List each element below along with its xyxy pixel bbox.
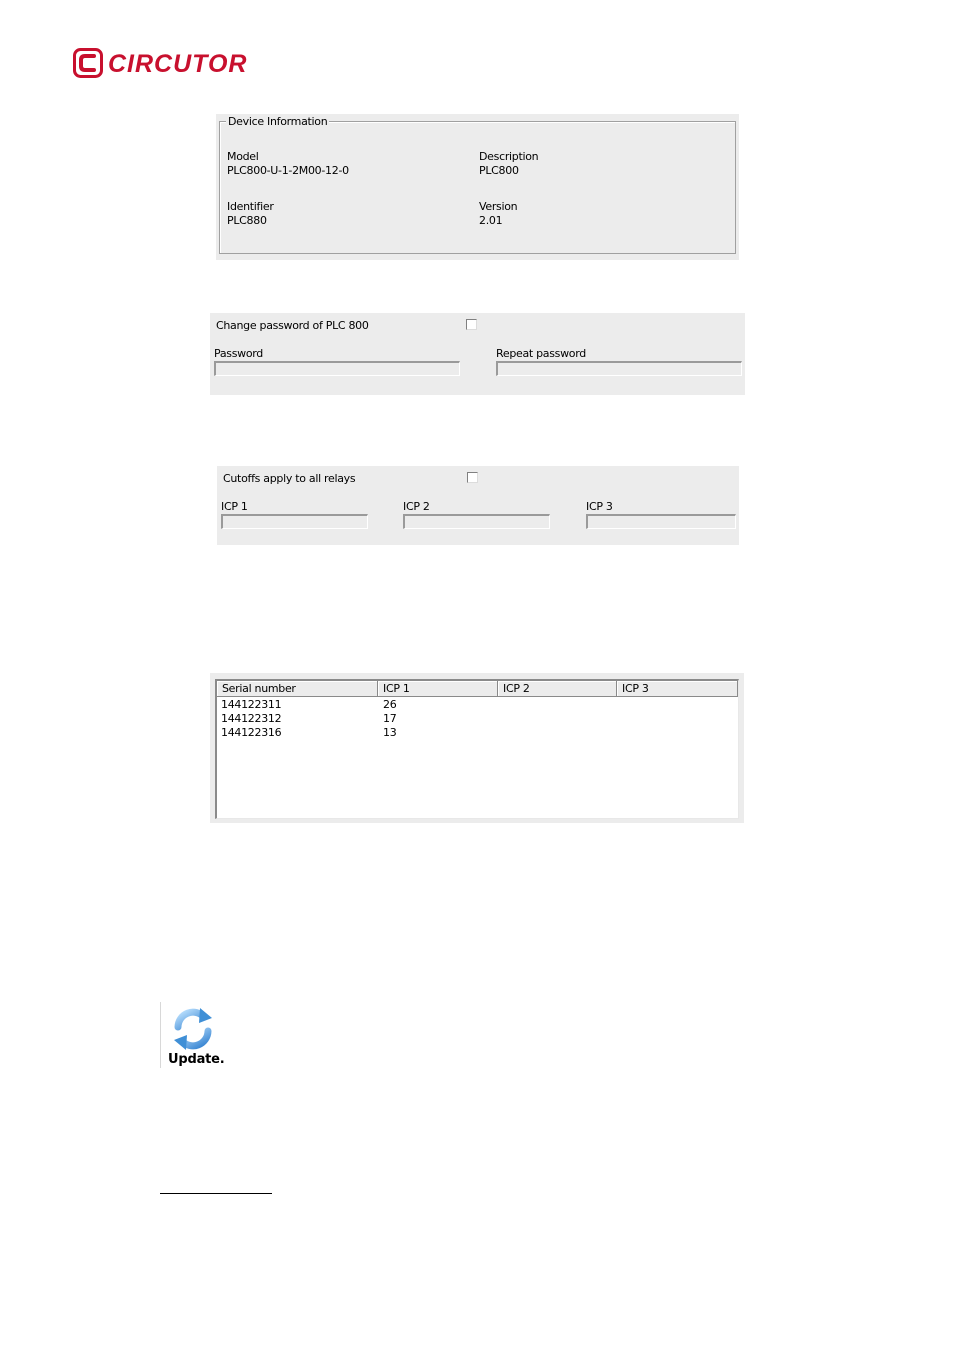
- icp2-input[interactable]: [403, 514, 550, 529]
- column-header-icp3[interactable]: ICP 3: [617, 681, 738, 697]
- device-information-panel: [216, 114, 739, 260]
- repeat-password-input[interactable]: [496, 361, 742, 376]
- model-label: Model: [227, 150, 259, 163]
- refresh-icon: [170, 1005, 216, 1051]
- icp1-label: ICP 1: [221, 500, 248, 513]
- description-label: Description: [479, 150, 539, 163]
- version-label: Version: [479, 200, 518, 213]
- update-button[interactable]: [160, 1002, 230, 1070]
- circutor-logo-icon: [73, 48, 103, 78]
- model-value: PLC800-U-1-2M00-12-0: [227, 164, 349, 177]
- table-row[interactable]: [217, 698, 738, 712]
- repeat-password-label: Repeat password: [496, 347, 586, 360]
- change-password-checkbox[interactable]: [466, 319, 477, 330]
- icp2-label: ICP 2: [403, 500, 430, 513]
- column-header-serial-number[interactable]: Serial number: [217, 681, 378, 697]
- icp-list-view[interactable]: [215, 679, 739, 819]
- icp1-cell: 26: [383, 698, 397, 711]
- column-header-icp2[interactable]: ICP 2: [498, 681, 617, 697]
- device-information-title: Device Information: [228, 115, 328, 128]
- serial-number-cell: 144122316: [221, 726, 282, 739]
- password-input[interactable]: [214, 361, 460, 376]
- update-label: Update.: [168, 1052, 225, 1067]
- footnote-divider: [160, 1193, 272, 1194]
- update-button-edge: [160, 1002, 161, 1068]
- change-password-label: Change password of PLC 800: [216, 319, 369, 332]
- serial-number-cell: 144122312: [221, 712, 282, 725]
- cutoffs-apply-label: Cutoffs apply to all relays: [223, 472, 356, 485]
- icp3-label: ICP 3: [586, 500, 613, 513]
- cutoffs-apply-checkbox[interactable]: [467, 472, 478, 483]
- password-panel: [210, 313, 745, 395]
- version-value: 2.01: [479, 214, 503, 227]
- icp1-cell: 13: [383, 726, 397, 739]
- description-value: PLC800: [479, 164, 519, 177]
- table-row[interactable]: [217, 712, 738, 726]
- password-label: Password: [214, 347, 263, 360]
- column-header-icp1[interactable]: ICP 1: [378, 681, 498, 697]
- icp1-input[interactable]: [221, 514, 368, 529]
- device-information-groupbox: [219, 121, 736, 254]
- icp3-input[interactable]: [586, 514, 736, 529]
- circutor-logo: [73, 46, 248, 82]
- identifier-label: Identifier: [227, 200, 274, 213]
- cutoffs-panel: [217, 466, 739, 545]
- icp-list-panel: [210, 673, 744, 823]
- circutor-wordmark: CIRCUTOR: [108, 50, 248, 78]
- table-row[interactable]: [217, 726, 738, 740]
- identifier-value: PLC880: [227, 214, 267, 227]
- serial-number-cell: 144122311: [221, 698, 282, 711]
- icp1-cell: 17: [383, 712, 397, 725]
